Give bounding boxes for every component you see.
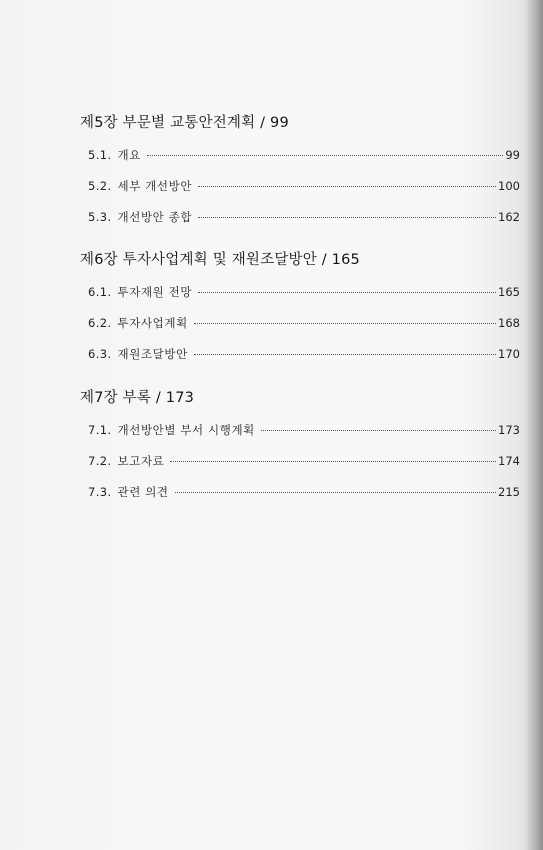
toc-entry (88, 210, 520, 225)
entry-page-number: 168 (498, 316, 520, 330)
entry-page-number: 100 (498, 179, 520, 193)
entry-number: 7.2. (88, 454, 112, 468)
dot-leader (198, 292, 496, 293)
entry-page-number: 173 (498, 423, 520, 437)
entry-label: 투자사업계획 (117, 316, 188, 330)
entry-number: 5.2. (88, 179, 112, 193)
entry-number: 7.3. (88, 485, 112, 499)
chapter-5 (80, 112, 520, 225)
entry-number: 6.1. (88, 285, 112, 299)
dot-leader (261, 430, 496, 431)
entry-label: 개요 (117, 148, 141, 162)
entry-page-number: 162 (498, 210, 520, 224)
entry-number: 6.2. (88, 316, 112, 330)
chapter-6 (80, 249, 520, 362)
toc-entry (88, 179, 520, 194)
dot-leader (194, 323, 496, 324)
entry-label: 투자재원 전망 (117, 285, 193, 299)
chapter-spacer (80, 378, 520, 387)
toc-entry (88, 454, 520, 469)
toc-entry (88, 485, 520, 500)
entry-number: 5.3. (88, 210, 112, 224)
dot-leader (194, 354, 496, 355)
entry-number: 5.1. (88, 148, 112, 162)
entry-number: 7.1. (88, 423, 112, 437)
table-of-contents (80, 112, 520, 516)
page-binding-shadow (525, 0, 543, 850)
chapter-title: 제7장 부록 / 173 (80, 390, 195, 406)
entry-page-number: 215 (498, 485, 520, 499)
entry-label: 개선방안별 부서 시행계획 (117, 423, 255, 437)
entry-label: 보고자료 (117, 454, 165, 468)
entry-number: 6.3. (88, 347, 112, 361)
toc-entry (88, 316, 520, 331)
toc-entry (88, 423, 520, 438)
entry-label: 재원조달방안 (117, 347, 188, 361)
chapter-spacer (80, 241, 520, 249)
entry-label: 관련 의견 (117, 485, 169, 499)
entry-label: 개선방안 종합 (117, 210, 193, 224)
entry-page-number: 165 (498, 285, 520, 299)
chapter-7 (80, 387, 520, 500)
chapter-title: 제6장 투자사업계획 및 재원조달방안 / 165 (80, 252, 360, 268)
dot-leader (147, 155, 503, 156)
toc-entry (88, 285, 520, 300)
entry-page-number: 99 (505, 148, 520, 162)
entry-page-number: 170 (498, 347, 520, 361)
dot-leader (198, 186, 496, 187)
toc-entry (88, 148, 520, 163)
entry-label: 세부 개선방안 (117, 179, 193, 193)
entry-page-number: 174 (498, 454, 520, 468)
chapter-title: 제5장 부문별 교통안전계획 / 99 (80, 115, 289, 131)
dot-leader (198, 217, 496, 218)
dot-leader (170, 461, 496, 462)
dot-leader (175, 492, 496, 493)
toc-entry (88, 347, 520, 362)
